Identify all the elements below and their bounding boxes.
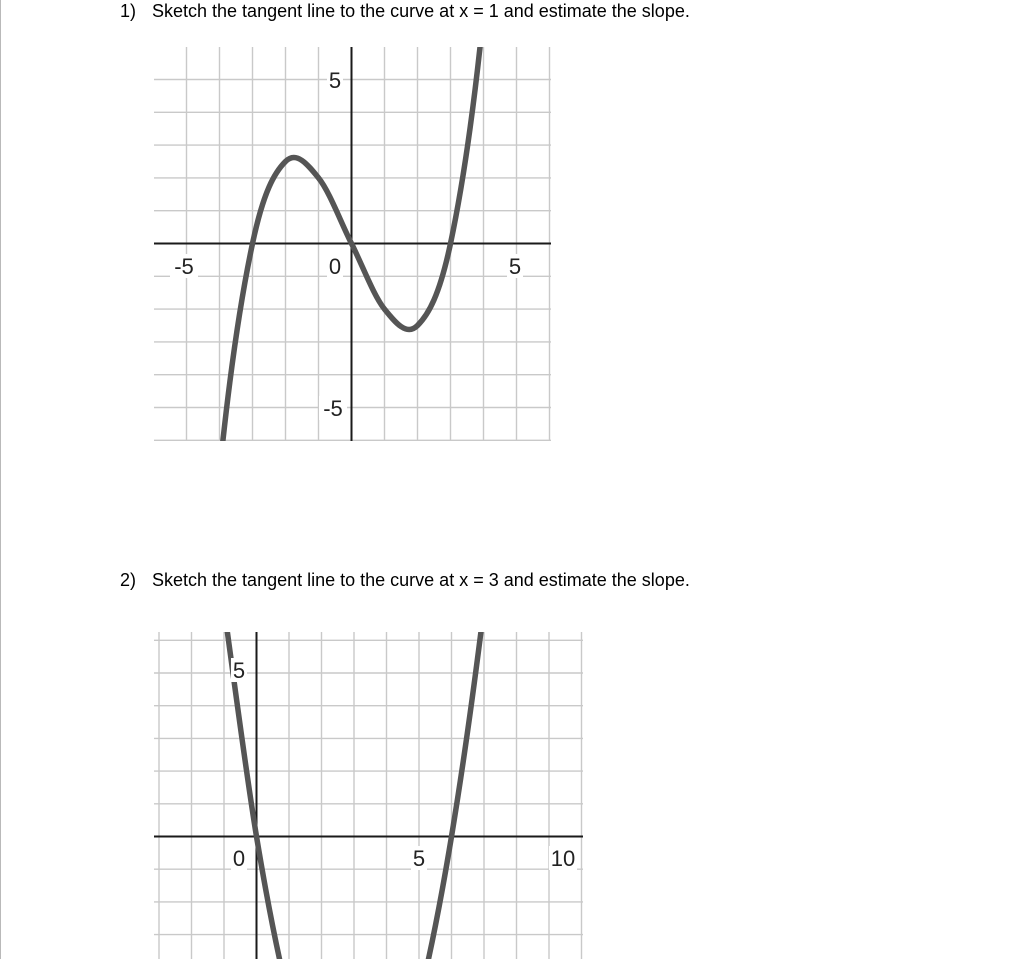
- graph-2: [154, 0, 583, 959]
- problem-1-number: 1): [120, 1, 137, 21]
- problem-1-text: Sketch the tangent line to the curve at x = 1 and estimate the slope.: [152, 1, 690, 21]
- problem-2-text: Sketch the tangent line to the curve at x = 3 and estimate the slope.: [152, 570, 690, 590]
- y-tick-label: 5: [328, 68, 342, 93]
- y-tick-label: -5: [323, 396, 343, 421]
- x-tick-label: -5: [174, 254, 194, 279]
- x-tick-label: 5: [412, 846, 426, 871]
- x-tick-label: 5: [508, 254, 522, 279]
- x-tick-label: 0: [232, 846, 246, 871]
- graph-1: [154, 0, 552, 959]
- y-tick-label: 5: [232, 658, 246, 683]
- graph-1-curve: [154, 0, 517, 959]
- x-tick-label: 0: [328, 254, 342, 279]
- problem-2-number: 2): [120, 570, 137, 590]
- x-tick-label: 10: [550, 846, 576, 871]
